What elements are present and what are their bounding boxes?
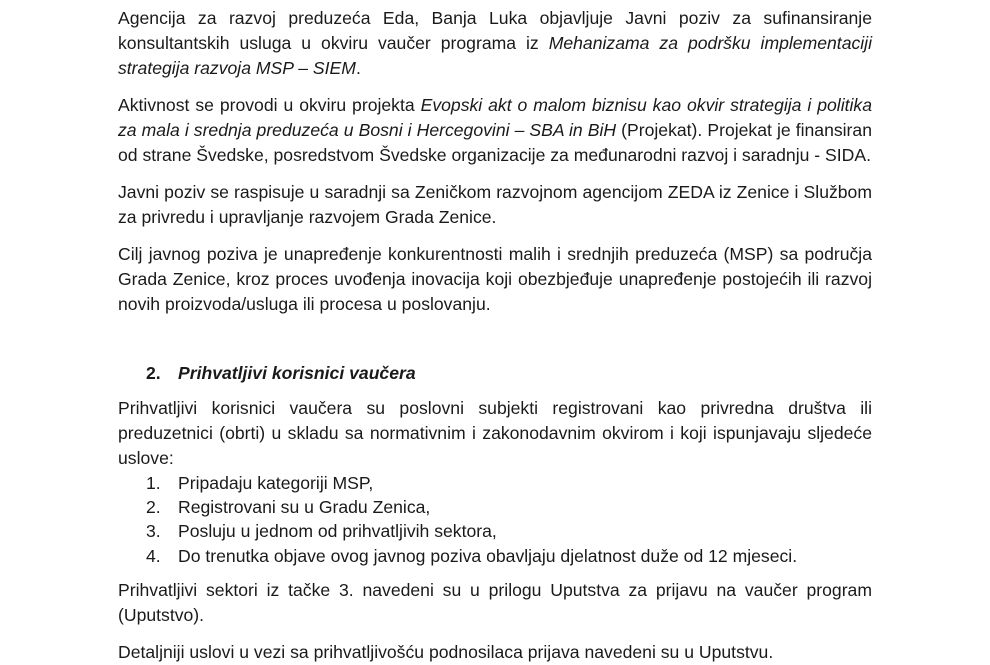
intro-p2-end: (Projekat). Projekat je finansiran od strane Švedske, posredstvom Švedske organizacije za međunarodni razvoj i saradnju - SIDA. [118,120,872,165]
section-2-intro: Prihvatljivi korisnici vaučera su poslovni subjekti registrovani kao privredna društva ili preduzetnici (obrti) u skladu sa normativnim i zakonodavnim okvirom i koji ispunjavaju sljedeće uslove: [118,398,872,468]
intro-p2-text: Aktivnost se provodi u okviru projekta [118,95,421,115]
list-item [118,495,872,519]
list-item-number: 1. [146,473,161,493]
sectors-note: Prihvatljivi sektori iz tačke 3. navedeni su u prilogu Uputstva za prijavu na vaučer program (Uputstvo). [118,579,872,625]
section-2-title: Prihvatljivi korisnici vaučera [178,363,416,383]
intro-paragraph-1 [118,6,872,81]
intro-paragraph-3: Javni poziv se raspisuje u saradnji sa Zeničkom razvojnom agencijom ZEDA iz Zenice i Službom za privredu i upravljanje razvojem Grada Zenice. [118,182,872,227]
section-2-heading [118,361,872,386]
list-item-text: Registrovani su u Gradu Zenica, [178,497,431,518]
intro-p2-project-name: Evopski akt o malom biznisu kao okvir strategija i politika za mala i srednja preduzeća u Bosni i Hercegovini – SBA in BiH [118,95,872,140]
document-page [118,6,872,665]
intro-p1-program-name: Mehanizama za podršku implementaciji strategija razvoja MSP – SIEM [118,33,872,78]
list-item [118,519,872,543]
eligibility-criteria-list [118,471,872,568]
details-note: Detaljniji uslovi u vezi sa prihvatljivošću podnosilaca prijava navedeni su u Uputstvu. [118,641,774,662]
intro-paragraph-2 [118,93,872,168]
intro-paragraph-4: Cilj javnog poziva je unapređenje konkurentnosti malih i srednjih preduzeća (MSP) sa područja Grada Zenice, kroz proces uvođenja inovacija koji obezbjeđuje unapređenje postojećih ili razvoj novih proizvoda/usluga ili procesa u poslovanju. [118,244,872,314]
list-item-number: 3. [146,521,161,542]
section-2-number: 2. [146,363,161,383]
list-item-number: 4. [146,545,161,566]
intro-p1-text: Agencija za razvoj preduzeća Eda, Banja Luka objavljuje Javni poziv za sufinansiranje konsultantskih usluga u okviru vaučer programa iz [118,8,872,53]
list-item-text: Do trenutka objave ovog javnog poziva obavljaju djelatnost duže od 12 mjeseci. [178,545,798,566]
list-item-number: 2. [146,497,161,518]
list-item [118,471,872,495]
list-item-text: Posluju u jednom od prihvatljivih sektora, [178,521,497,542]
intro-p1-end: . [355,58,361,78]
list-item-text: Pripadaju kategoriji MSP, [178,473,374,493]
